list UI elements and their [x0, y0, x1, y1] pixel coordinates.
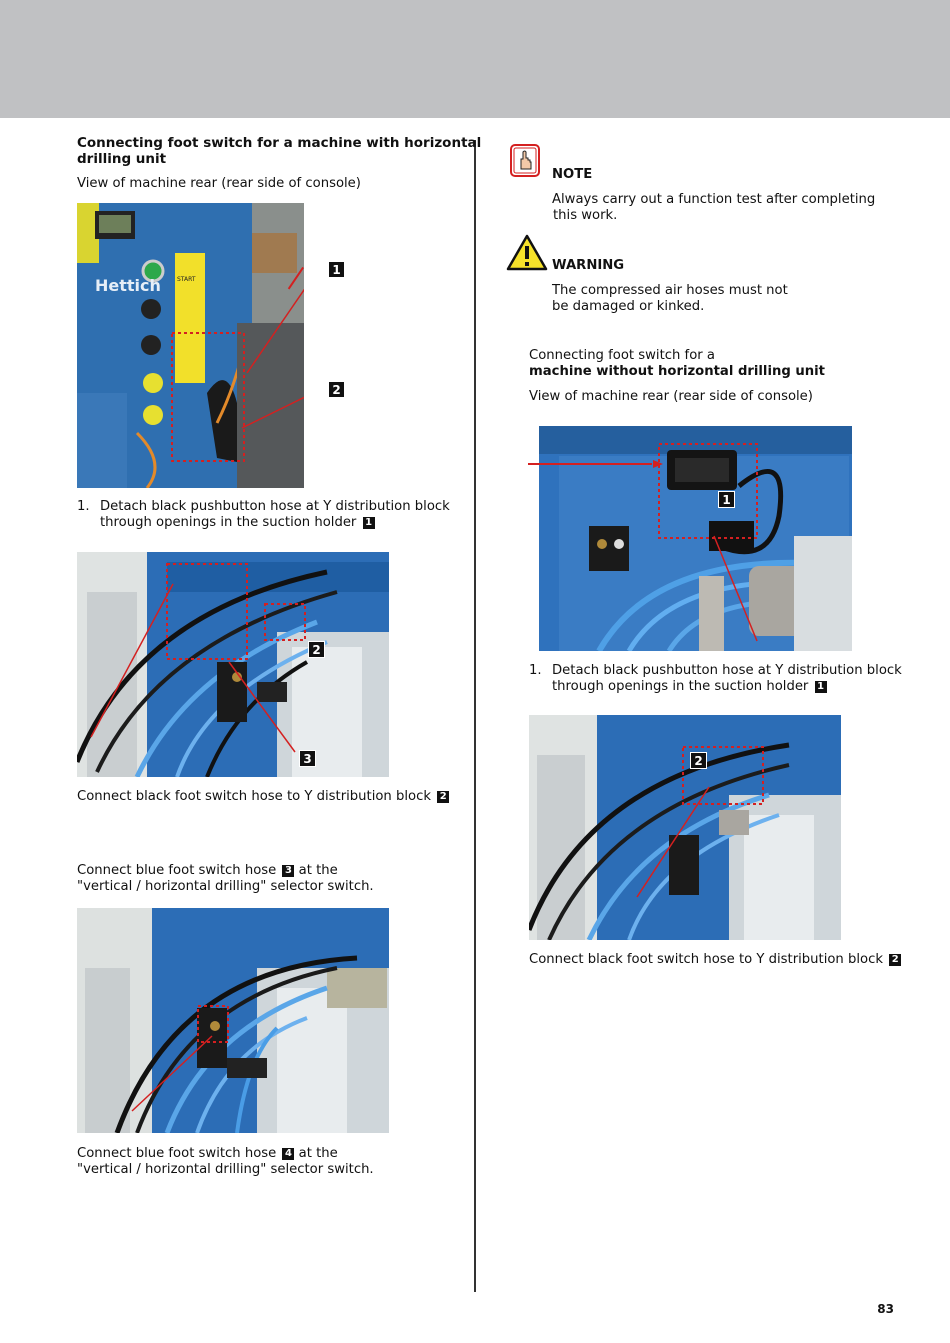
right-caption-2: Connect black foot switch hose to Y distribution block 2: [529, 952, 901, 968]
warning-icon: [506, 234, 548, 271]
ref-badge: 2: [889, 954, 901, 966]
callout-1: 1: [328, 261, 345, 278]
left-view-label: View of machine rear (rear side of console): [77, 176, 361, 191]
note-hand-icon: [510, 144, 540, 177]
photo-right-y-distribution-block: [529, 715, 841, 940]
left-caption-4: Connect blue foot switch hose 4 at the "vertical / horizontal drilling" selector switch.: [77, 1146, 374, 1177]
ref-badge: 1: [815, 681, 827, 693]
right-step1-text: Detach black pushbutton hose at Y distribution block through openings in the suction holder 1: [552, 663, 902, 694]
left-heading: Connecting foot switch for a machine with horizontal drilling unit: [77, 135, 482, 167]
warning-text: The compressed air hoses must not be damaged or kinked.: [552, 283, 788, 314]
photo-start-label: START: [177, 276, 196, 283]
leader-line: [528, 463, 652, 465]
photo-brand-label: Hettich: [95, 276, 161, 295]
callout-2: 2: [328, 381, 345, 398]
warning-title: WARNING: [552, 258, 625, 273]
left-step1-text: Detach black pushbutton hose at Y distribution block through openings in the suction holder 1: [100, 499, 450, 530]
note-text: Always carry out a function test after completing this work.: [552, 192, 876, 223]
photo-selector-switch: [77, 908, 389, 1133]
ref-badge: 4: [282, 1148, 294, 1160]
ref-badge: 2: [437, 791, 449, 803]
photo-machine-rear-console: [77, 203, 304, 488]
photo-y-distribution-block: [77, 552, 389, 777]
callout-3: 3: [299, 750, 316, 767]
header-band: [0, 0, 950, 118]
ref-badge: 1: [363, 517, 375, 529]
callout-1: 1: [718, 491, 735, 508]
callout-2: 2: [690, 752, 707, 769]
left-step1: 1.: [77, 499, 90, 514]
page-number: 83: [877, 1302, 894, 1316]
callout-2: 2: [308, 641, 325, 658]
left-caption-3: Connect blue foot switch hose 3 at the "vertical / horizontal drilling" selector switch.: [77, 863, 374, 894]
photo-machine-without-drilling-unit: [539, 426, 852, 651]
right-step1: 1.: [529, 663, 542, 678]
left-caption-2: Connect black foot switch hose to Y distribution block 2: [77, 789, 449, 805]
ref-badge: 3: [282, 865, 294, 877]
right-heading: Connecting foot switch for a machine without horizontal drilling unit: [529, 348, 825, 379]
column-divider: [474, 140, 476, 1292]
note-title: NOTE: [552, 167, 593, 182]
right-view-label: View of machine rear (rear side of console): [529, 389, 813, 404]
